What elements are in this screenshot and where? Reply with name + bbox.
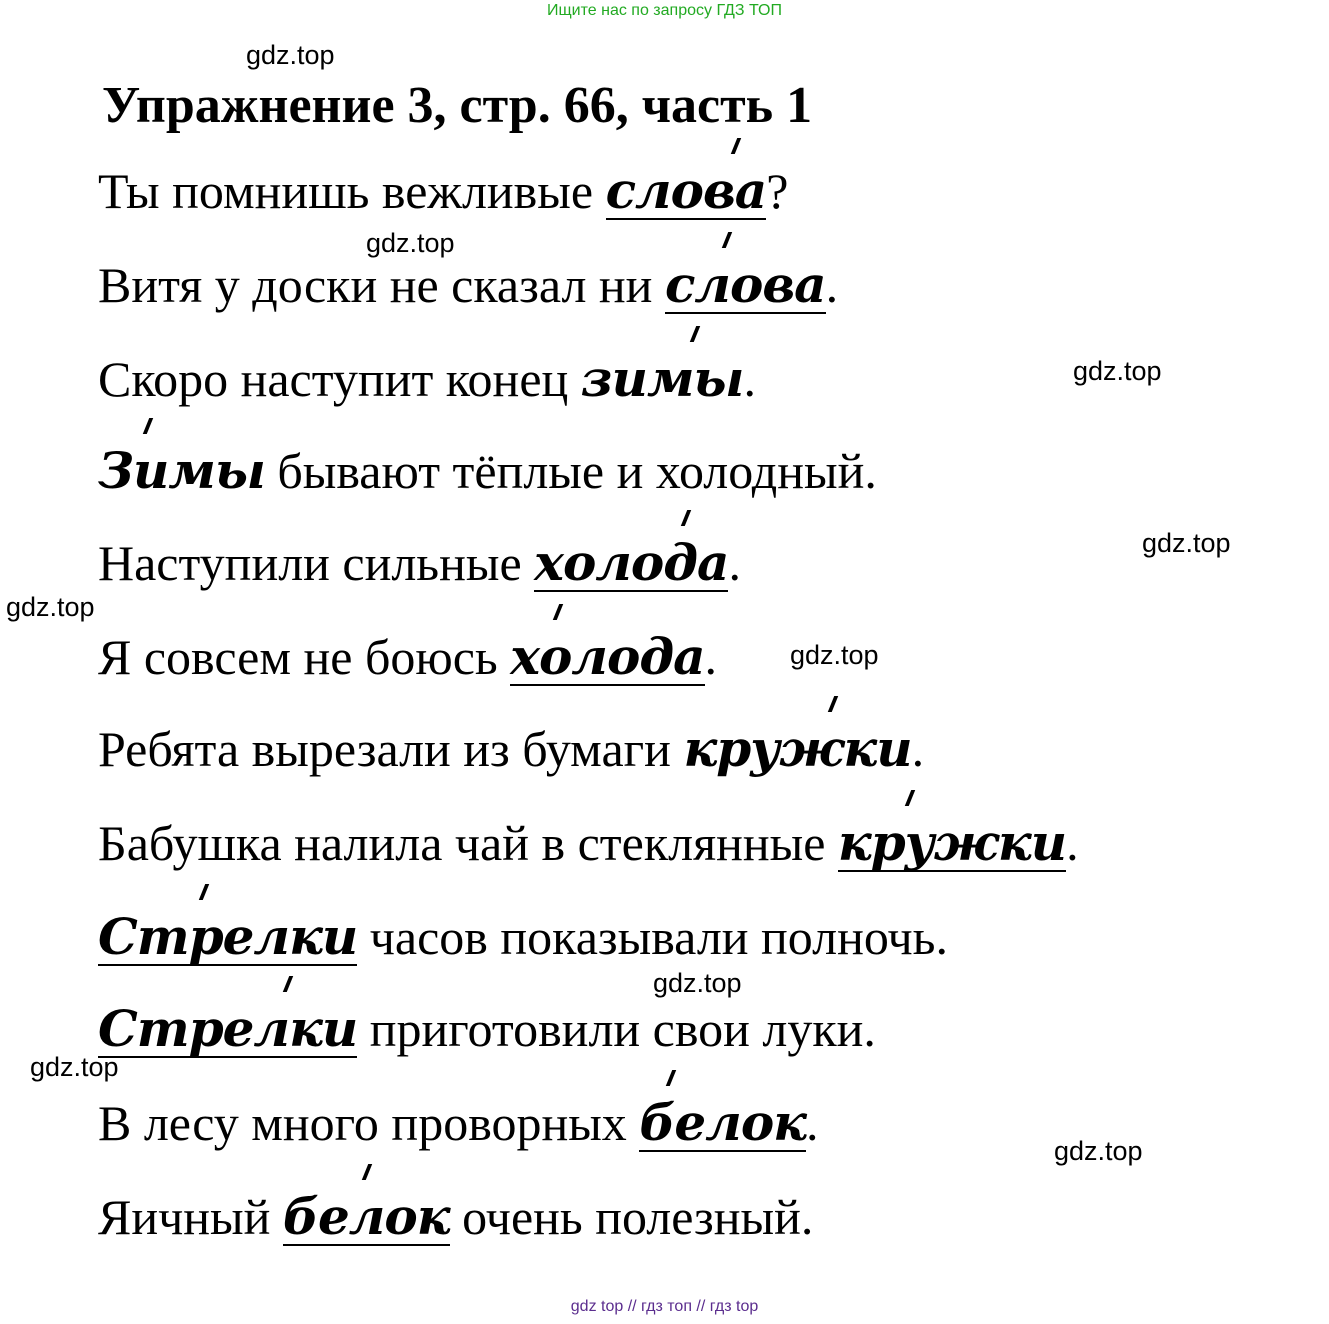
stress-mark-icon — [362, 1164, 372, 1180]
sentence-6 — [98, 627, 718, 686]
handwritten-word: белок — [639, 1098, 806, 1152]
sentence-text: очень полезный. — [449, 1189, 814, 1245]
sentence-text: . — [704, 629, 718, 685]
watermark: gdz.top — [246, 40, 335, 70]
sentence-2 — [98, 255, 839, 314]
sentence-5 — [98, 533, 741, 592]
stress-mark-icon — [905, 790, 915, 806]
stress-mark-icon — [143, 418, 153, 434]
sentence-text: . — [911, 721, 925, 777]
stress-mark-icon — [681, 510, 691, 526]
watermark: gdz.top — [1142, 528, 1231, 558]
sentence-text: Витя у доски не сказал ни — [98, 257, 665, 313]
handwritten-word: Стрелки — [98, 1004, 357, 1058]
sentence-text: Скоро наступит конец — [98, 351, 581, 407]
watermark: gdz.top — [790, 640, 879, 670]
sentence-text: Наступили сильные — [98, 535, 535, 591]
sentence-text: Ребята вырезали из бумаги — [98, 721, 684, 777]
watermark: gdz.top — [653, 968, 742, 998]
sentence-12 — [98, 1187, 814, 1246]
sentence-text: ? — [766, 163, 789, 219]
sentence-text: бывают тёплые и холодный. — [264, 443, 877, 499]
handwritten-word: слова — [665, 260, 826, 314]
watermark: gdz.top — [30, 1052, 119, 1082]
stress-mark-icon — [283, 976, 293, 992]
sentence-text: . — [825, 257, 839, 313]
handwritten-word: кружки — [838, 818, 1066, 872]
handwritten-word: холода — [510, 632, 704, 686]
top-banner: Ищите нас по запросу ГДЗ ТОП — [547, 2, 782, 19]
handwritten-word: Стрелки — [98, 912, 357, 966]
sentence-text: Яичный — [98, 1189, 283, 1245]
sentence-text: . — [806, 1095, 819, 1151]
sentence-text: приготовили свои луки. — [357, 1001, 876, 1057]
stress-mark-icon — [553, 604, 563, 620]
handwritten-word: кружки — [683, 724, 911, 776]
sentence-11 — [98, 1093, 819, 1152]
stress-mark-icon — [199, 884, 209, 900]
watermark: gdz.top — [6, 592, 95, 622]
sentence-text: часов показывали полночь. — [357, 909, 948, 965]
sentence-8 — [98, 813, 1079, 872]
sentence-text: Бабушка налила чай в стеклянные — [98, 815, 838, 871]
handwritten-word: холода — [534, 538, 728, 592]
handwritten-word: зимы — [581, 354, 744, 406]
handwritten-word: Зимы — [98, 446, 265, 498]
sentence-text: Ты помнишь вежливые — [98, 163, 606, 219]
sentence-text: . — [743, 351, 756, 407]
footer-links: gdz top // гдз топ // гдз top — [570, 1298, 759, 1315]
sentence-1 — [98, 161, 789, 220]
stress-mark-icon — [828, 696, 838, 712]
sentence-10 — [98, 999, 876, 1058]
watermark: gdz.top — [1073, 356, 1162, 386]
page-title: Упражнение 3, стр. 66, часть 1 — [102, 77, 813, 134]
watermark: gdz.top — [1054, 1136, 1143, 1166]
handwritten-word: белок — [283, 1192, 450, 1246]
stress-mark-icon — [666, 1070, 676, 1086]
stress-mark-icon — [730, 138, 740, 154]
stress-mark-icon — [722, 232, 732, 248]
sentence-text: Я совсем не боюсь — [98, 629, 511, 685]
sentence-4 — [98, 441, 877, 500]
sentence-text: . — [1066, 815, 1079, 871]
handwritten-word: слова — [606, 166, 767, 220]
stress-mark-icon — [690, 326, 700, 342]
watermark: gdz.top — [366, 228, 455, 258]
sentence-9 — [98, 907, 948, 966]
sentence-text: . — [728, 535, 741, 591]
sentence-3 — [98, 349, 756, 408]
sentence-text: В лесу много проворных — [98, 1095, 640, 1151]
sentence-7 — [98, 719, 925, 778]
